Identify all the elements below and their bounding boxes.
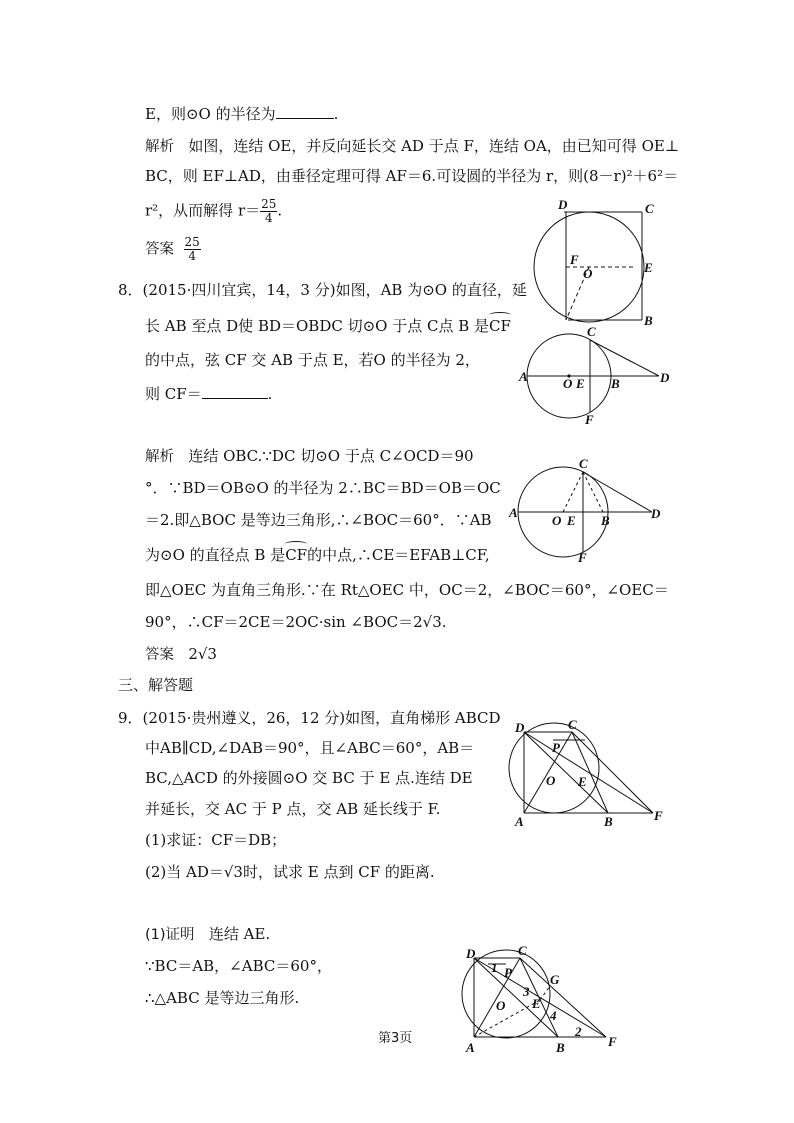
q7-answer (145, 236, 201, 263)
analysis-text: r²，从而解得 r＝ (145, 201, 261, 220)
label-E: E (644, 260, 653, 275)
q8-text: 8．(2015·四川宜宾，14，3 分)如图，AB 为⊙O 的直径，延 (118, 281, 527, 299)
label-C: C (579, 456, 588, 471)
q7-analysis-line2 (145, 166, 678, 186)
label-O: O (546, 773, 556, 788)
q8-analysis-line2: °．∵BD＝OB⊙O 的半径为 2∴BC＝BD＝OB＝OC (145, 479, 501, 497)
label-O: O (552, 513, 562, 528)
figure-tangent-circle-1 (515, 324, 675, 428)
label-P: P (504, 965, 512, 980)
label-C: C (518, 946, 527, 958)
arc-notation: CF (285, 546, 308, 564)
label-E: E (532, 996, 541, 1011)
label-F: F (570, 252, 579, 267)
proof-line3: ∴△ABC 是等边三角形. (145, 989, 300, 1007)
label-B: B (601, 513, 610, 528)
answer-label: 答案 (145, 241, 174, 258)
label-F: F (578, 550, 587, 565)
q9-line4: 并延长，交 AC 于 P 点，交 AB 延长线于 F. (145, 800, 441, 818)
label-G: G (550, 972, 560, 987)
label-B: B (604, 814, 613, 829)
answer-label: 答案 (145, 647, 174, 663)
arc-notation: CF (489, 317, 511, 335)
analysis-label: 解析 (145, 449, 174, 465)
proof-label: (1)证明 (145, 927, 195, 943)
label-1: 1 (491, 960, 498, 975)
q9-line1: 9．(2015·贵州遵义，26，12 分)如图，直角梯形 ABCD (118, 709, 501, 727)
label-B: B (644, 313, 653, 326)
circle-O (509, 723, 599, 813)
q9-part2: (2)当 AD＝√3时，试求 E 点到 CF 的距离. (145, 863, 435, 881)
label-3: 3 (523, 984, 530, 999)
line-DB (524, 732, 608, 813)
analysis-label: 解析 (145, 139, 174, 155)
q8-line4: 则 CF＝ . (145, 385, 273, 403)
q7-text: E，则⊙O 的半径为 (145, 105, 276, 123)
figure-circle-square (520, 192, 670, 326)
q7-line-end (145, 104, 338, 124)
label-F: F (608, 1034, 617, 1049)
q7-analysis-line1 (145, 136, 679, 157)
answer-value: 2√3 (188, 645, 217, 663)
label-C: C (587, 324, 596, 339)
line-CB (572, 732, 608, 813)
label-D: D (651, 506, 661, 521)
q8-analysis-line4: 为⊙O 的直径点 B 是CF 的中点,∴CE＝EFAB⊥CF, (145, 545, 490, 565)
q7-analysis-line3: r²，从而解得 r＝ $\frac{25}{4}$ . (145, 197, 283, 225)
analysis-text: BC，则 EF⊥AD，由垂径定理可得 AF＝6.可设圆的半径为 r，则(8－r)²＋6²＝ (145, 167, 679, 185)
label-A: A (515, 814, 524, 829)
q8-answer (145, 644, 217, 665)
line-DB (474, 958, 558, 1037)
label-P: P (552, 740, 560, 755)
figure-tangent-circle-2 (505, 456, 675, 566)
answer-blank[interactable] (276, 104, 334, 119)
answer-fraction: $\frac{25}{4}$ (184, 235, 200, 263)
label-B: B (611, 376, 620, 391)
figure-proof-trapezoid (458, 946, 628, 1056)
proof-line2: ∵BC＝AB，∠ABC＝60°， (145, 957, 332, 975)
label-F: F (585, 412, 594, 427)
label-C: C (645, 201, 654, 216)
q9-line3: BC,△ACD 的外接圆⊙O 交 BC 于 E 点.连结 DE (145, 769, 473, 787)
fraction: $\frac{25}{4}$ (261, 197, 277, 225)
label-O: O (496, 998, 506, 1013)
label-2: 2 (575, 1024, 582, 1039)
label-4: 4 (550, 1008, 557, 1023)
analysis-text: 如图，连结 OE，并反向延长交 AD 于点 F，连结 OA，由已知可得 OE⊥ (188, 137, 679, 155)
q8-analysis-line5: 即△OEC 为直角三角形.∵在 Rt△OEC 中，OC＝2，∠BOC＝60°，∠OEC＝ (145, 581, 669, 599)
label-O: O (583, 266, 593, 281)
answer-blank[interactable] (202, 384, 268, 399)
period: . (333, 105, 339, 123)
section-heading: 三、解答题 (118, 676, 194, 694)
q9-line2: 中AB∥CD,∠DAB＝90°，且∠ABC＝60°，AB＝ (145, 739, 475, 757)
q8-line2: 长 AB 至点 D使 BD＝OBDC 切⊙O 于点 C点 B 是CF (145, 316, 511, 336)
dashed-OC (563, 472, 583, 512)
label-O: O (563, 376, 573, 391)
dashed-EG (540, 986, 550, 1000)
tangent-DC (590, 340, 659, 376)
q8-line3: 的中点，弦 CF 交 AB 于点 E，若O 的半径为 2， (145, 351, 480, 369)
label-A: A (519, 369, 528, 384)
label-B: B (556, 1040, 565, 1055)
label-D: D (515, 720, 525, 735)
label-F: F (654, 808, 663, 823)
line-DF (524, 732, 653, 813)
q8-analysis-line6: 90°，∴CF＝2CE＝2OC·sin ∠BOC＝2√3. (145, 613, 447, 631)
q8-analysis-line1: 解析 连结 OBC.∵DC 切⊙O 于点 C∠OCD＝90 (145, 447, 474, 465)
figure-trapezoid-circle (508, 718, 673, 830)
dashed-AE (474, 1000, 540, 1037)
proof-line1: (1)证明 连结 AE. (145, 925, 271, 943)
label-A: A (509, 505, 518, 520)
label-D: D (660, 370, 670, 385)
label-E: E (567, 513, 576, 528)
q9-part1: (1)求证：CF＝DB； (145, 831, 287, 849)
page-number: 第3页 (378, 1031, 413, 1046)
label-C: C (568, 718, 577, 732)
label-A: A (466, 1040, 475, 1055)
label-D: D (558, 197, 568, 212)
q8-line1 (118, 280, 527, 300)
label-E: E (576, 376, 585, 391)
tangent-DC (583, 472, 652, 512)
q8-analysis-line3: ＝2.即△BOC 是等边三角形,∴∠BOC＝60°．∵AB (145, 511, 492, 529)
label-D: D (466, 946, 476, 961)
label-E: E (578, 774, 587, 789)
